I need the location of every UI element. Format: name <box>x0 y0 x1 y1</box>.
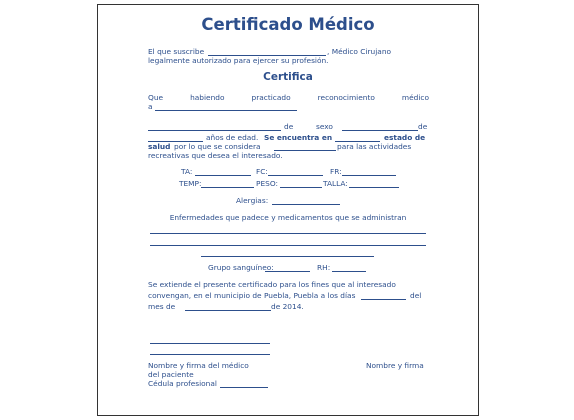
alergias-line[interactable] <box>272 204 340 205</box>
se-encuentra-en: Se encuentra en <box>264 133 333 142</box>
signature-line-doctor-1[interactable] <box>150 343 270 344</box>
extiende-line-2: convengan, en el municipio de Puebla, Puebla a los días <box>148 291 356 300</box>
mes-line[interactable] <box>185 310 271 311</box>
fc-line[interactable] <box>268 175 323 176</box>
cedula-line[interactable] <box>220 387 268 388</box>
recreativas-line: recreativas que desea el interesado. <box>148 151 283 160</box>
intro-medico-cirujano: , Médico Cirujano <box>327 47 392 56</box>
fr-line[interactable] <box>342 175 396 176</box>
rh-line[interactable] <box>332 271 366 272</box>
peso-label: PESO: <box>256 179 278 188</box>
fc-label: FC: <box>256 167 268 176</box>
grupo-line[interactable] <box>265 271 310 272</box>
word-a: a <box>148 102 153 111</box>
word-reconocimiento: reconocimiento <box>317 93 375 102</box>
word-que: Que <box>148 93 164 102</box>
patient-extra-line[interactable] <box>148 130 281 131</box>
dias-line[interactable] <box>361 299 406 300</box>
temp-label: TEMP: <box>179 179 202 188</box>
enfermedades-label: Enfermedades que padece y medicamentos que se administran <box>169 213 407 222</box>
por-lo-que-considera: por lo que se considera <box>174 142 261 151</box>
cedula-label: Cédula profesional <box>148 379 217 388</box>
extiende-de-2014: de 2014. <box>271 302 304 311</box>
word-de-1: de <box>284 122 294 131</box>
peso-line[interactable] <box>280 187 322 188</box>
enfermedades-line-1[interactable] <box>150 233 426 234</box>
intro-legalmente: legalmente autorizado para ejercer su profesión. <box>148 56 329 65</box>
extiende-line-1: Se extiende el presente certificado para los fines que al interesado <box>148 280 396 289</box>
patient-name-line[interactable] <box>155 110 297 111</box>
temp-line[interactable] <box>201 187 254 188</box>
talla-label: TALLA: <box>323 179 348 188</box>
extiende-mes-de: mes de <box>148 302 176 311</box>
para-las-actividades: para las actividades <box>337 142 412 151</box>
del-paciente-label: del paciente <box>148 370 194 379</box>
certifica-heading: Certifica <box>263 71 313 83</box>
grupo-label: Grupo sanguíneo: <box>208 263 274 272</box>
word-de-2: de <box>418 122 428 131</box>
enfermedades-line-2[interactable] <box>150 245 426 246</box>
intro-suscribe: El que suscribe <box>148 47 205 56</box>
ta-label: TA: <box>181 167 193 176</box>
signature-line-doctor-2[interactable] <box>150 354 270 355</box>
alergias-label: Alergias: <box>236 196 269 205</box>
sex-line[interactable] <box>342 130 418 131</box>
fitness-line[interactable] <box>274 150 336 151</box>
ta-line[interactable] <box>195 175 251 176</box>
anos-de-edad: años de edad. <box>206 133 259 142</box>
word-medico: médico <box>401 93 429 102</box>
body-line-1 <box>148 93 429 102</box>
estado-de: estado de <box>384 133 426 142</box>
word-habiendo: habiendo <box>190 93 225 102</box>
firma-medico-label: Nombre y firma del médico <box>148 361 249 370</box>
rh-label: RH: <box>317 263 331 272</box>
certificate-page <box>97 4 479 416</box>
firma-paciente-label: Nombre y firma <box>366 361 424 370</box>
enfermedades-line-3[interactable] <box>201 256 374 257</box>
fr-label: FR: <box>330 167 342 176</box>
word-sexo: sexo <box>316 122 333 131</box>
word-salud: salud <box>148 142 171 151</box>
extiende-del: del <box>410 291 422 300</box>
word-practicado: practicado <box>251 93 291 102</box>
talla-line[interactable] <box>349 187 399 188</box>
page-title: Certificado Médico <box>201 15 375 34</box>
